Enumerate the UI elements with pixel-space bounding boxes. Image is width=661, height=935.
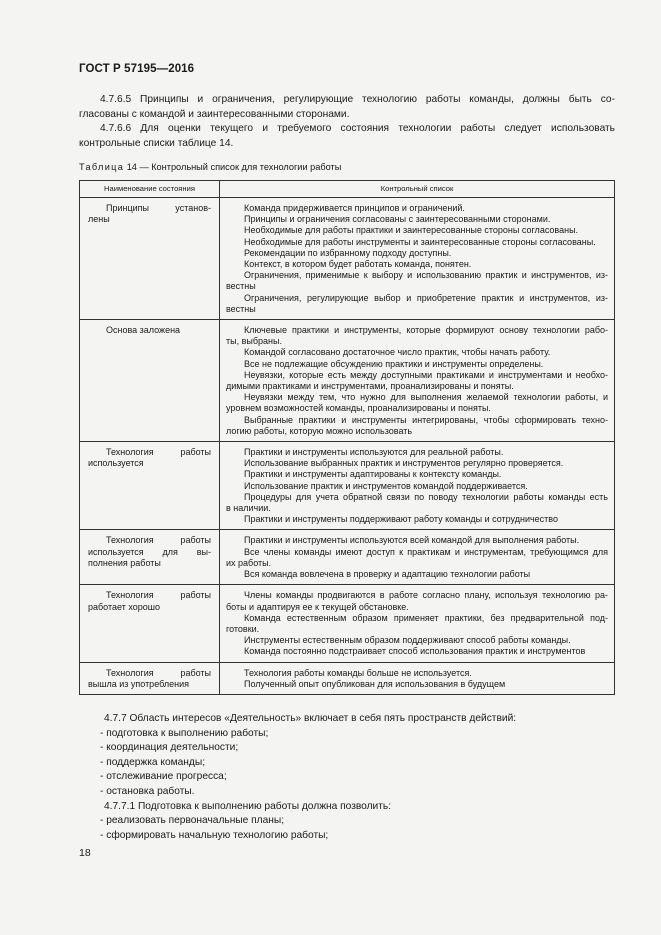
table-row xyxy=(80,530,615,585)
paragraph-line: гласованы с командой и заинтересованными сторонами. xyxy=(79,108,350,120)
checklist-cell xyxy=(220,320,615,442)
list-item: - реализовать первоначальные планы; xyxy=(100,815,285,827)
list-item: - остановка работы. xyxy=(100,785,195,797)
state-name-line: Технология работы xyxy=(106,535,211,546)
checklist-item-line: Процедуры для учета обратной связи по поводу технологии работы команды есть xyxy=(244,491,608,502)
checklist-item-line: Команда постоянно подстраивает способ использования практик и инструментов xyxy=(244,646,586,657)
state-name-line: используется xyxy=(88,458,144,469)
checklist-cell xyxy=(220,198,615,320)
paragraph-4-7-6-5 xyxy=(79,93,615,122)
checklist-item-line: Практики и инструменты используются для реальной работы. xyxy=(244,447,504,458)
state-name-line: лены xyxy=(88,214,110,225)
header-checklist: Контрольный список xyxy=(220,181,615,198)
table-row xyxy=(80,442,615,530)
checklist-item-line: Команда естественным образом применяет практики, без предварительной под- xyxy=(244,612,608,623)
checklist-item-line: Ключевые практики и инструменты, которые формируют основу технологии рабо- xyxy=(244,325,608,336)
checklist-item-line: Неувязки, которые есть между доступными практиками и инструментами и необхо- xyxy=(244,369,608,380)
section-4-7-7-1: 4.7.7.1 Подготовка к выполнению работы должна позволить: xyxy=(104,800,392,812)
checklist-item-line: вестны xyxy=(226,281,256,292)
state-name-line: Технология работы xyxy=(106,590,211,601)
paragraph-line: контрольные списки таблице 14. xyxy=(79,137,234,149)
state-name-line: Принципы установ- xyxy=(106,203,211,213)
checklist-item-line: Необходимые для работы инструменты и заинтересованные стороны согласованы. xyxy=(244,236,596,247)
checklist-item-line: ты, выбраны. xyxy=(226,336,282,347)
checklist-item-line: Выбранные практики и инструменты интегрированы, чтобы сформировать техно- xyxy=(244,414,608,425)
table-caption-text: 14 — Контрольный список для технологии работы xyxy=(126,162,342,172)
state-name-cell xyxy=(80,198,220,320)
activity-spaces-block xyxy=(100,712,516,843)
state-name-line: Основа заложена xyxy=(106,325,181,336)
section-4-7-7: 4.7.7 Область интересов «Деятельность» включает в себя пять пространств действий: xyxy=(104,713,517,724)
checklist-table xyxy=(79,180,615,695)
state-name-cell xyxy=(80,320,220,442)
table-row xyxy=(80,662,615,694)
state-name-line: Технология работы xyxy=(106,447,211,458)
list-item: - отслеживание прогресса; xyxy=(100,771,227,783)
table-body xyxy=(80,198,615,695)
checklist-item-line: уровнем возможностей команды, проанализированы и поняты. xyxy=(226,403,491,414)
checklist-item-line: логию работы, которую можно использовать xyxy=(226,425,413,436)
list-item: - поддержка команды; xyxy=(100,756,206,768)
list-item: - сформировать начальную технологию работы; xyxy=(100,829,329,841)
checklist-item-line: Практики и инструменты используются всей командой для выполнения работы. xyxy=(244,535,580,546)
checklist-item-line: Технология работы команды больше не используется. xyxy=(244,667,472,678)
state-name-line: Технология работы xyxy=(106,667,211,678)
checklist-item-line: Командой согласовано достаточное число практик, чтобы начать работу. xyxy=(244,347,551,358)
checklist-item-line: Рекомендации по избранному подходу доступны. xyxy=(244,247,452,258)
checklist-item-line: Использование выбранных практик и инструментов регулярно проверяется. xyxy=(244,458,564,469)
state-name-cell xyxy=(80,662,220,694)
checklist-item-line: Инструменты естественным образом поддерживают способ работы команды. xyxy=(244,635,571,646)
state-name-line: полнения работы xyxy=(88,557,161,568)
checklist-item-line: в наличии. xyxy=(226,503,271,514)
checklist-item-line: Все не подлежащие обсуждению практики и инструменты определены. xyxy=(244,358,544,369)
state-name-line: используется для вы- xyxy=(88,546,211,557)
checklist-item-line: Практики и инструменты поддерживают работу команды и сотрудничество xyxy=(244,514,558,525)
state-name-cell xyxy=(80,585,220,662)
table-row xyxy=(80,320,615,442)
checklist-item-line: Члены команды продвигаются в работе согласно плану, используя технологию ра- xyxy=(244,590,608,601)
paragraph-line: 4.7.6.5 Принципы и ограничения, регулирующие технологию работы команды, должны быть со- xyxy=(100,94,615,105)
checklist-item-line: Все члены команды имеют доступ к практикам и инструментам, требующимся для xyxy=(244,546,608,557)
document-header: ГОСТ Р 57195—2016 xyxy=(79,63,195,75)
checklist-item-line: Принципы и ограничения согласованы с заинтересованными сторонами. xyxy=(244,214,551,225)
state-name-line: вышла из употребления xyxy=(88,678,189,689)
state-name-cell xyxy=(80,530,220,585)
checklist-item-line: Вся команда вовлечена в проверку и адаптацию технологии работы xyxy=(244,569,531,580)
checklist-item-line: димыми практиками и инструментами, проанализированы и поняты. xyxy=(226,381,514,392)
page-number: 18 xyxy=(79,847,91,859)
checklist-item-line: их работы. xyxy=(226,557,272,568)
checklist-item-line: Полученный опыт опубликован для использования в будущем xyxy=(244,678,506,689)
checklist-item-line: Использование практик и инструментов командой поддерживается. xyxy=(244,480,528,491)
state-name-line: работает хорошо xyxy=(88,601,160,612)
table-row xyxy=(80,585,615,662)
paragraph-4-7-6-6 xyxy=(79,122,615,151)
table-row xyxy=(80,198,615,320)
checklist-cell xyxy=(220,530,615,585)
checklist-item-line: вестны xyxy=(226,303,256,314)
header-state-name: Наименование состояния xyxy=(80,181,220,198)
checklist-item-line: Ограничения, применимые к выбору и использованию практик и инструментов, из- xyxy=(244,270,608,281)
checklist-item-line: Неувязки между тем, что нужно для выполнения желаемой технологии работы, и xyxy=(244,392,608,403)
checklist-item-line: готовки. xyxy=(226,623,260,634)
checklist-item-line: Ограничения, регулирующие выбор и приобретение практик и инструментов, из- xyxy=(244,292,608,303)
checklist-item-line: Практики и инструменты адаптированы к контексту команды. xyxy=(244,469,502,480)
table-caption xyxy=(79,162,341,172)
checklist-cell xyxy=(220,585,615,662)
list-item: - координация деятельности; xyxy=(100,742,239,754)
table-header-row xyxy=(80,181,615,198)
checklist-item-line: Необходимые для работы практики и заинтересованные стороны согласованы. xyxy=(244,225,579,236)
paragraph-line: 4.7.6.6 Для оценки текущего и требуемого состояния технологии работы следует использовать xyxy=(100,123,615,134)
list-item: - подготовка к выполнению работы; xyxy=(100,727,269,739)
state-name-cell xyxy=(80,442,220,530)
table-caption-prefix: Таблица xyxy=(79,162,125,172)
checklist-cell xyxy=(220,662,615,694)
checklist-item-line: боты и адаптируя ее к текущей обстановке. xyxy=(226,601,409,612)
checklist-item-line: Контекст, в котором будет работать команда, понятен. xyxy=(244,259,472,270)
checklist-item-line: Команда придерживается принципов и ограничений. xyxy=(244,203,465,213)
checklist-cell xyxy=(220,442,615,530)
